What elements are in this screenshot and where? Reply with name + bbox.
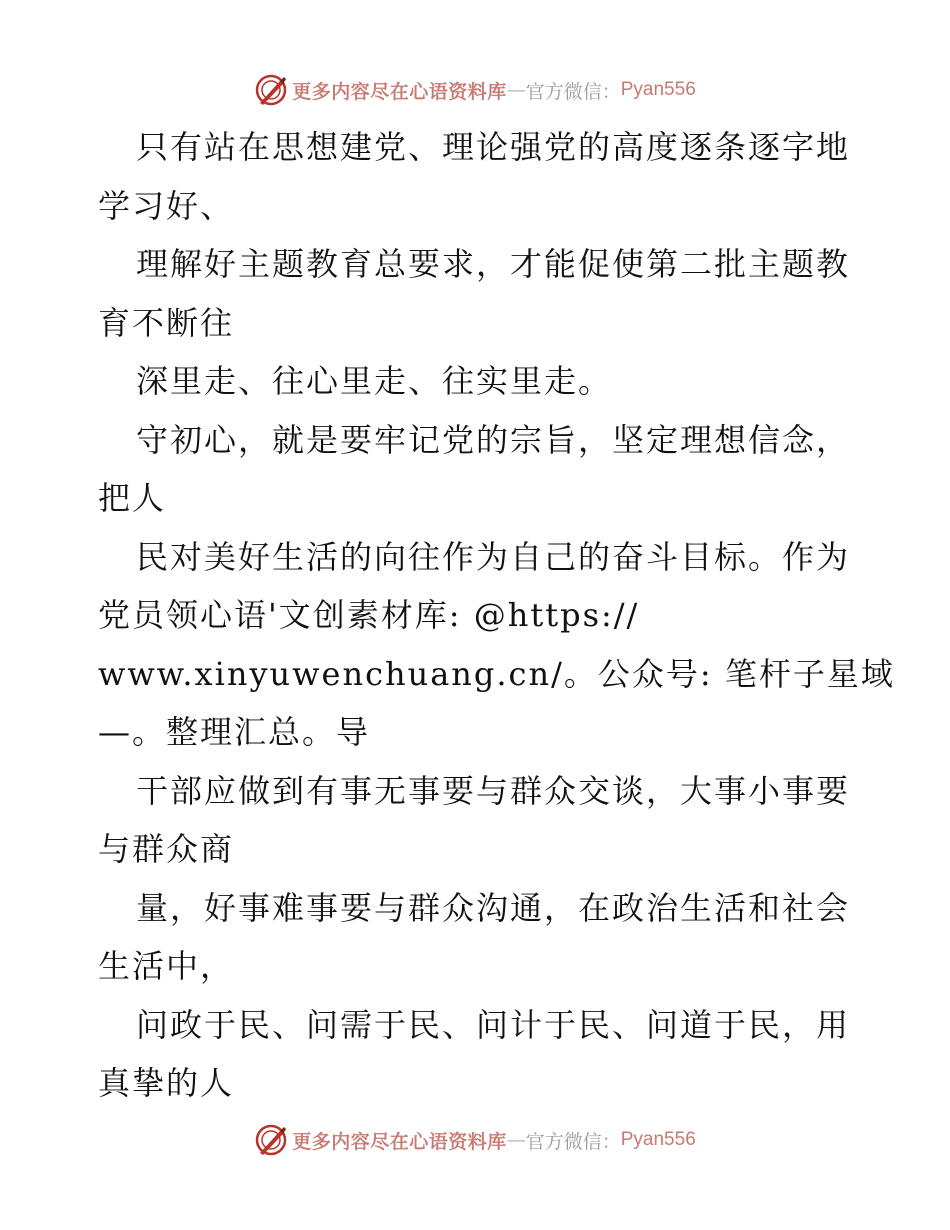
watermark-separator: —: [506, 1129, 526, 1151]
watermark-brand: 更多内容尽在心语资料库: [292, 1130, 507, 1153]
body-text-line: —。整理汇总。导: [98, 713, 371, 751]
body-text-line: 把人: [98, 479, 167, 517]
watermark-official-label: 官方微信：: [525, 80, 621, 103]
footer-watermark: [0, 1120, 950, 1160]
body-text-line: www.xinyuwenchuang.cn/。公众号: 笔杆子星域: [98, 654, 895, 693]
body-text-line: 理解好主题教育总要求，才能促使第二批主题教: [136, 245, 851, 283]
body-text-line: 只有站在思想建党、理论强党的高度逐条逐字地: [136, 128, 851, 166]
watermark-official-label: 官方微信：: [525, 1130, 621, 1153]
document-body: [98, 118, 895, 1113]
body-text-line: 干部应做到有事无事要与群众交谈，大事小事要: [136, 771, 851, 810]
body-text-line: 民对美好生活的向往作为自己的奋斗目标。作为: [136, 537, 851, 576]
watermark-brand: 更多内容尽在心语资料库: [292, 80, 507, 103]
pen-logo-icon: [254, 1123, 288, 1157]
body-text-line: 与群众商: [98, 830, 235, 868]
body-text-line: 真挚的人: [98, 1064, 235, 1102]
watermark-account: Pyan556: [620, 79, 696, 100]
body-text-line: 党员领心语'文创素材库: @https://: [98, 596, 640, 634]
body-text-line: 育不断往: [98, 303, 235, 342]
body-text-line: 生活中，: [98, 947, 235, 985]
body-text-line: 学习好、: [98, 186, 235, 225]
body-text-line: 问政于民、问需于民、问计于民、问道于民，用: [136, 1005, 851, 1044]
watermark-account: Pyan556: [620, 1129, 696, 1150]
body-text-line: 深里走、往心里走、往实里走。: [136, 362, 613, 400]
body-text-line: 量，好事难事要与群众沟通，在政治生活和社会: [136, 888, 851, 927]
body-text-line: 守初心，就是要牢记党的宗旨，坚定理想信念，: [136, 420, 851, 459]
header-watermark: [0, 70, 950, 110]
watermark-separator: —: [506, 79, 526, 101]
pen-logo-icon: [254, 73, 288, 107]
